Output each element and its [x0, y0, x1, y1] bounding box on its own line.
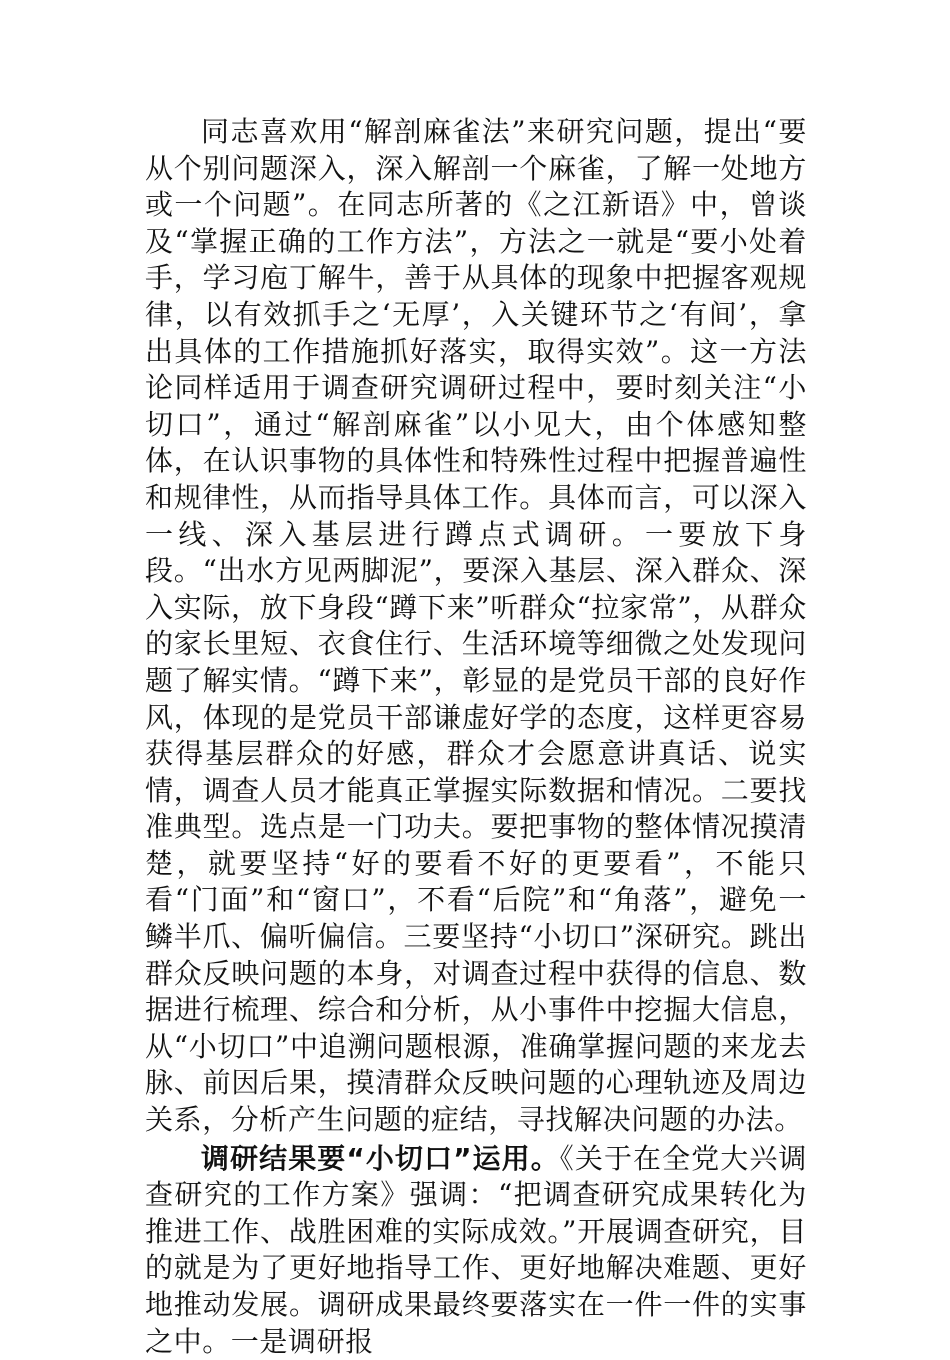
paragraph-1-text: 同志喜欢用“解剖麻雀法”来研究问题，提出“要从个别问题深入，深入解剖一个麻雀，了解一处地方或一个问题”。在同志所著的《之江新语》中，曾谈及“掌握正确的工作方法”，方法之一就是“要小处着手，学习庖丁解牛，善于从具体的现象中把握客观规律，以有效抓手之‘无厚’，入关键环节之‘有间’，拿出具体的工作措施抓好落实，取得实效”。这一方法论同样适用于调查研究调研过程中，要时刻关注“小切口”，通过“解剖麻雀”以小见大，由个体感知整体，在认识事物的具体性和特殊性过程中把握普遍性和规律性，从而指导具体工作。具体而言，可以深入一线、深入基层进行蹲点式调研。一要放下身段。“出水方见两脚泥”，要深入基层、深入群众、深入实际，放下身段“蹲下来”听群众“拉家常”，从群众的家长里短、衣食住行、生活环境等细微之处发现问题了解实情。“蹲下来”，彰显的是党员干部的良好作风，体现的是党员干部谦虚好学的态度，这样更容易获得基层群众的好感，群众才会愿意讲真话、说实情，调查人员才能真正掌握实际数据和情况。二要找准典型。选点是一门功夫。要把事物的整体情况摸清楚，就要坚持“好的要看不好的更要看”，不能只看“门面”和“窗口”，不看“后院”和“角落”，避免一鳞半爪、偏听偏信。三要坚持“小切口”深研究。跳出群众反映问题的本身，对调查过程中获得的信息、数据进行梳理、综合和分析，从小事件中挖掘大信息，从“小切口”中追溯问题根源，准确掌握问题的来龙去脉、前因后果，摸清群众反映问题的心理轨迹及周边关系，分析产生问题的症结，寻找解决问题的办法。 [145, 115, 807, 1137]
paragraph-2-text: 《关于在全党大兴调查研究的工作方案》强调：“把调查研究成果转化为推进工作、战胜困难的实际成效。”开展调查研究，目的就是为了更好地指导工作、更好地解决难题、更好地推动发展。调研成果最终要落实在一件一件的实事之中。一是调研报 [145, 1141, 808, 1358]
paragraph-1 [145, 114, 807, 1139]
document-body [145, 114, 807, 1360]
paragraph-2 [145, 1141, 807, 1360]
paragraph-2-lead-heading: 调研结果要“小切口”运用。 [201, 1141, 560, 1175]
